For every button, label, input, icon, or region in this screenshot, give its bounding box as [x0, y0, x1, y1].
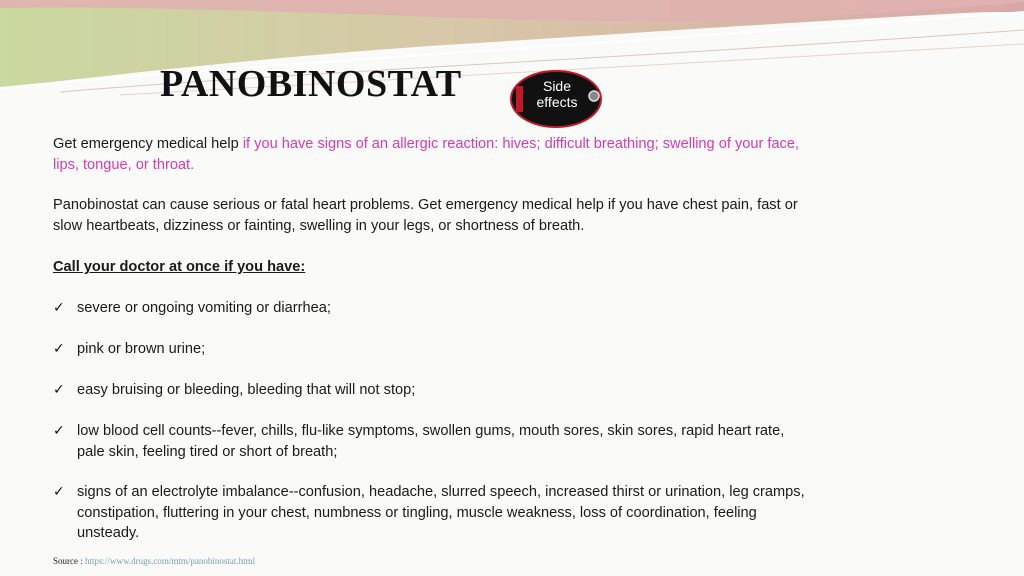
heart-warning-paragraph: Panobinostat can cause serious or fatal heart problems. Get emergency medical help if you have chest pain, fast or slow heartbeats, dizziness or fainting, swelling in your legs, or shortness of breath.	[53, 197, 798, 234]
checkmark-icon: ✓	[53, 299, 65, 316]
list-item-text: easy bruising or bleeding, bleeding that will not stop;	[77, 381, 416, 398]
checkmark-icon: ✓	[53, 423, 65, 439]
allergy-lead: Get emergency medical help	[53, 136, 243, 152]
page-title: PANOBINOSTAT	[160, 63, 462, 105]
symptom-list	[53, 298, 813, 544]
list-item-text: low blood cell counts--fever, chills, flu-like symptoms, swollen gums, mouth sores, skin sores, rapid heart rate, pale skin, feeling tired or short of breath;	[77, 423, 785, 460]
side-effects-badge-text	[532, 78, 582, 110]
list-item	[53, 339, 813, 360]
list-item-text: signs of an electrolyte imbalance--confusion, headache, slurred speech, increased thirst or urination, leg cramps, constipation, fluttering in your chest, numbness or tingling, muscle weakness, loss of coordination, feeling unsteady.	[77, 484, 805, 541]
source-label: Source :	[53, 556, 85, 566]
side-effects-badge	[510, 70, 602, 128]
call-doctor-heading: Call your doctor at once if you have:	[53, 259, 306, 275]
checkmark-icon: ✓	[53, 484, 65, 500]
checkmark-icon: ✓	[53, 381, 65, 398]
list-item-text: pink or brown urine;	[77, 341, 206, 357]
checkmark-icon: ✓	[53, 341, 65, 357]
main-content	[53, 134, 813, 544]
allergy-highlight: if you have signs of an allergic reaction: hives; difficult breathing; swelling of your face, lips, tongue, or throat.	[53, 136, 800, 173]
list-item	[53, 298, 813, 319]
list-item-text: severe or ongoing vomiting or diarrhea;	[77, 299, 331, 316]
badge-line-2: effects	[536, 94, 578, 110]
source-citation	[53, 556, 255, 566]
list-item	[53, 482, 813, 544]
badge-line-1: Side	[542, 78, 572, 94]
allergy-paragraph	[53, 134, 813, 175]
list-item	[53, 421, 813, 462]
source-link[interactable]: https://www.drugs.com/mtm/panobinostat.html	[85, 556, 256, 566]
list-item	[53, 380, 813, 401]
